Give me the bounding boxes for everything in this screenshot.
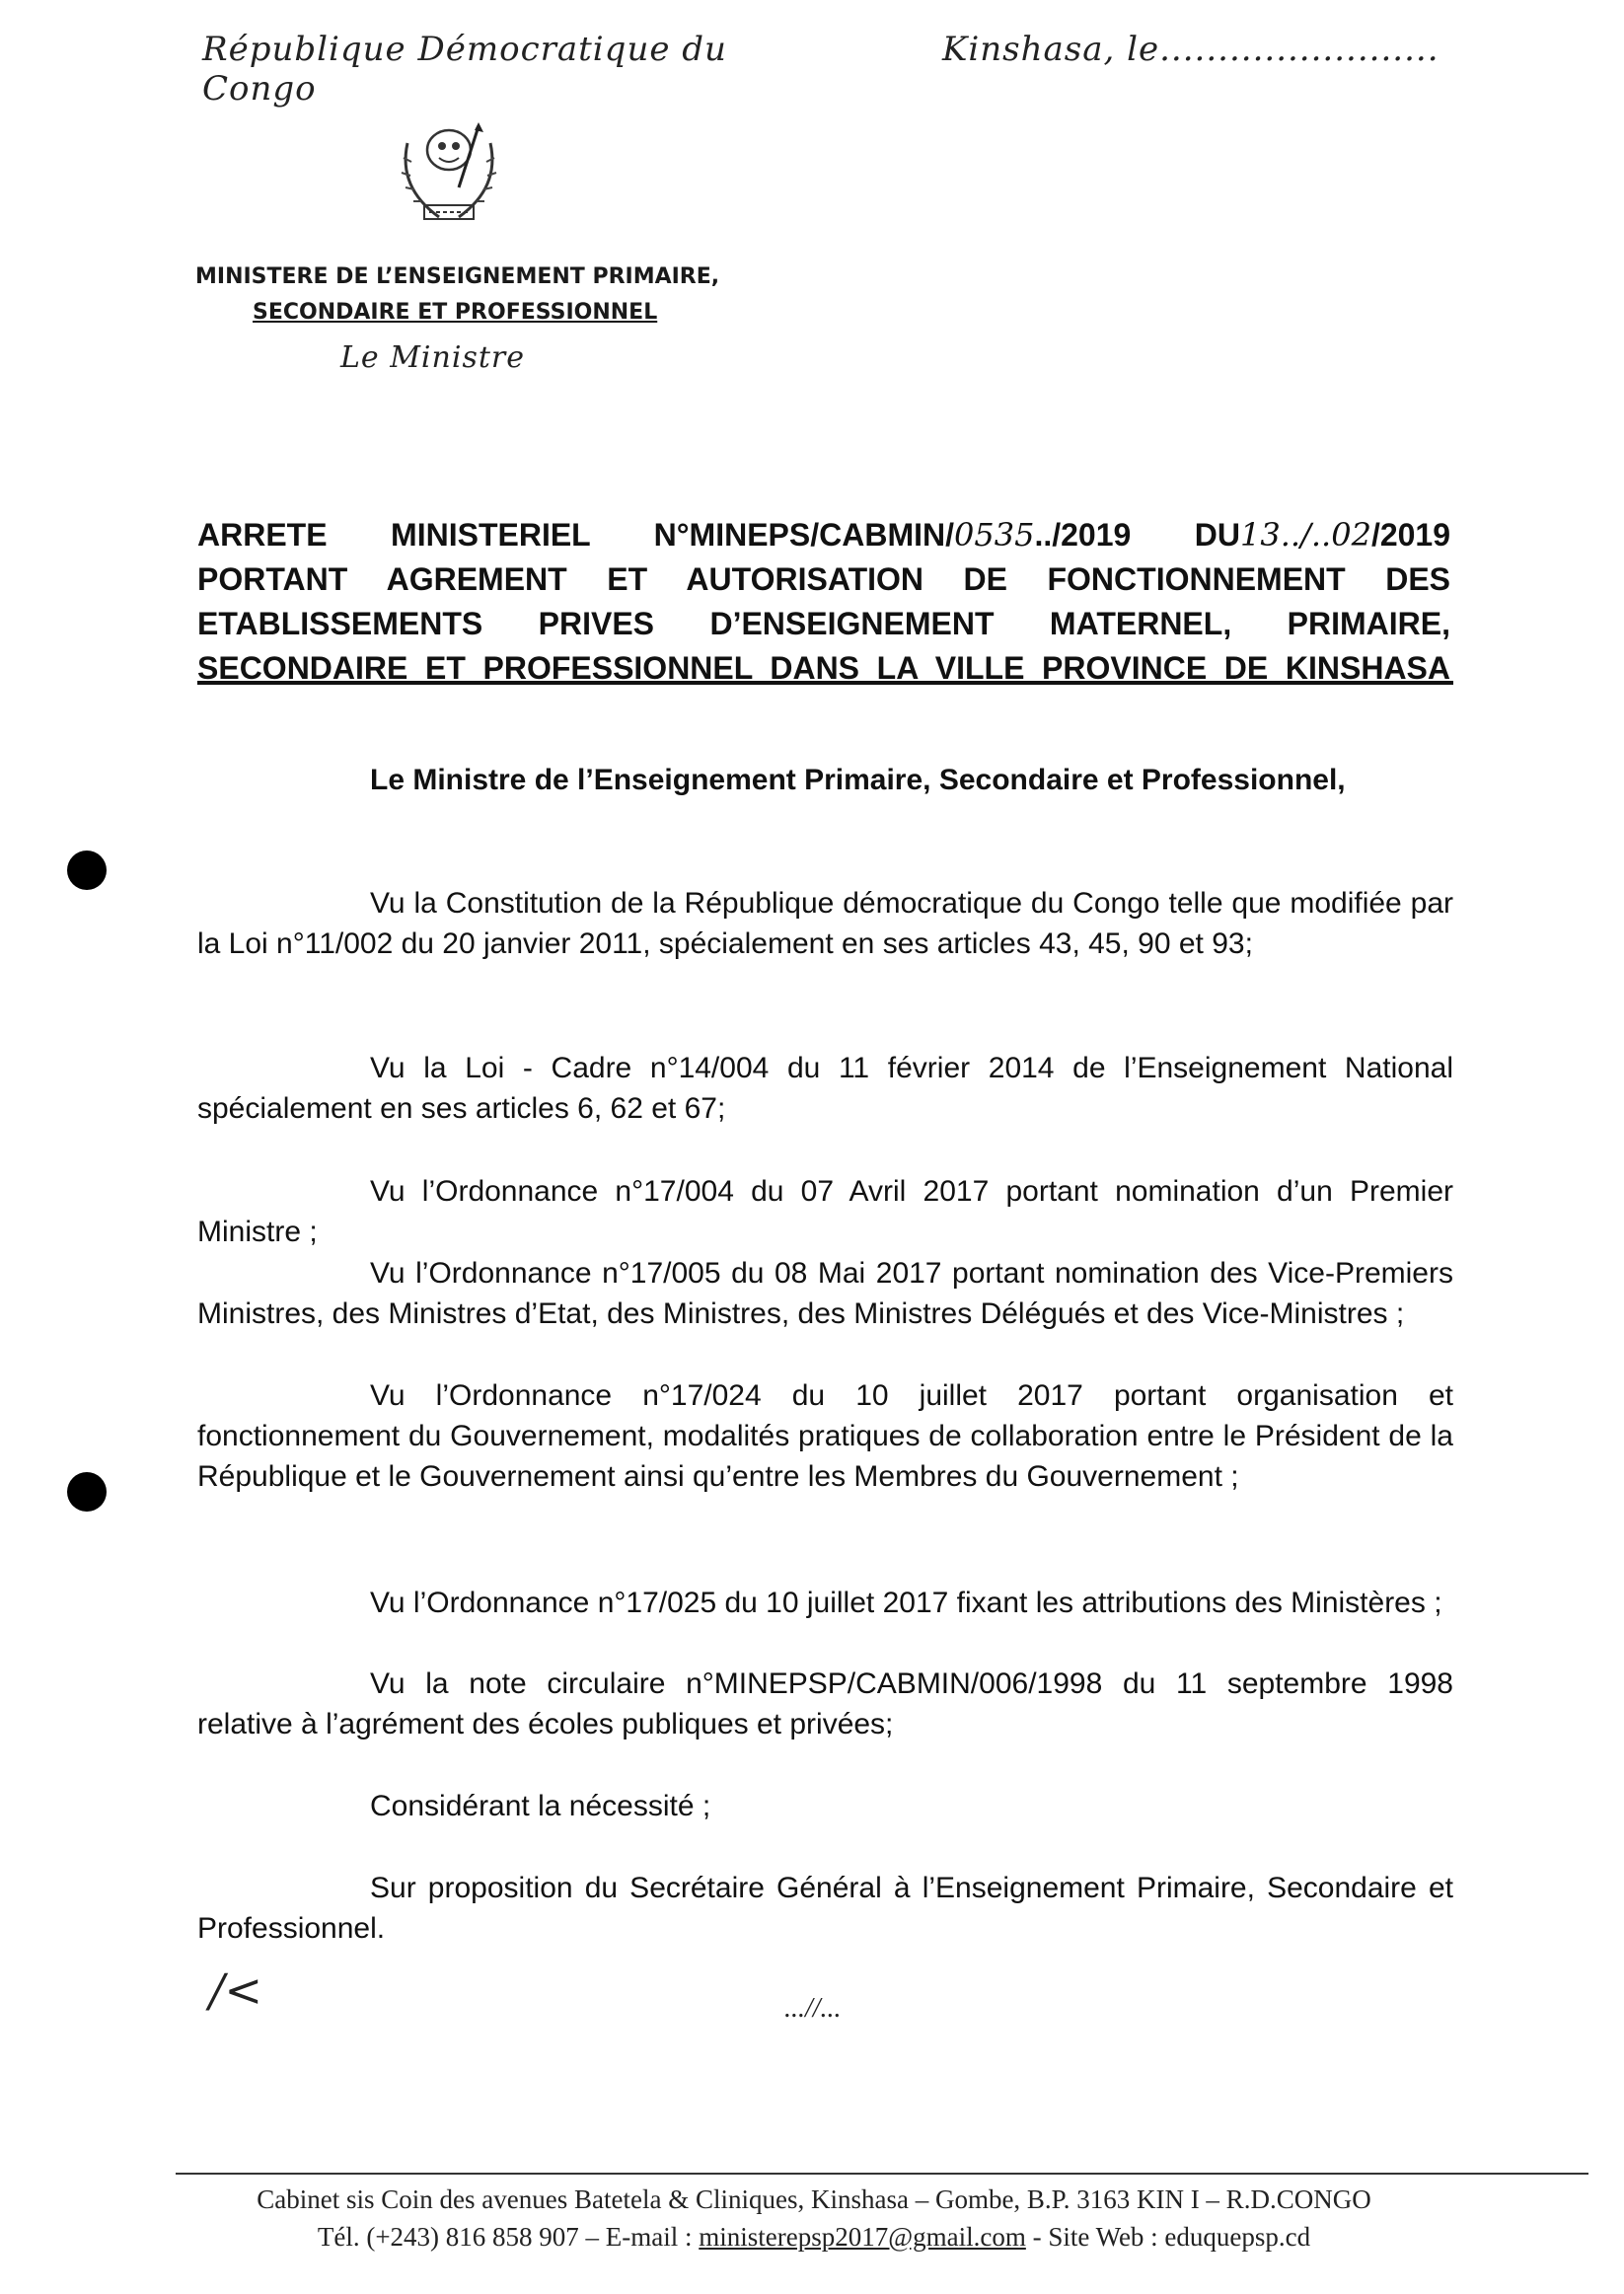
paragraph-considerant: Considérant la nécessité ; [370, 1790, 711, 1822]
paragraph-ordonnance-17-004: Vu l’Ordonnance n°17/004 du 07 Avril 2017 portant nomination d’un Premier Ministre ; [197, 1175, 1453, 1248]
footer-divider [176, 2173, 1588, 2175]
punch-hole-top [67, 851, 107, 890]
paragraph-ordonnance-17-024: Vu l’Ordonnance n°17/024 du 10 juillet 2017 portant organisation et fonctionnement du Gouvernement, modalités pratiques de collaboration entre le Président de la République et le Gouvernement ainsi qu’entre les Membres du Gouvernement ; [197, 1379, 1453, 1493]
handwritten-initial: /< [209, 1963, 263, 2017]
decree-number-handwritten: 0535 [954, 516, 1035, 554]
paragraph-ordonnance-17-005: Vu l’Ordonnance n°17/005 du 08 Mai 2017 portant nomination des Vice-Premiers Ministres, des Ministres d’Etat, des Ministres, des Ministres Délégués et des Vice-Ministres ; [197, 1257, 1453, 1330]
footer-address-line: Cabinet sis Coin des avenues Batetela & Cliniques, Kinshasa – Gombe, B.P. 3163 KIN I – R.D.CONGO [257, 2184, 1371, 2214]
footer-contact-line [148, 2218, 1480, 2256]
footer-email-link[interactable]: ministerepsp2017@gmail.com [699, 2222, 1026, 2252]
paragraph-note-circulaire: Vu la note circulaire n°MINEPSP/CABMIN/006/1998 du 11 septembre 1998 relative à l’agrément des écoles publiques et privées; [197, 1667, 1453, 1740]
continuation-mark: ...//... [784, 1993, 842, 2024]
decree-title-line3: ETABLISSEMENTS PRIVES D’ENSEIGNEMENT MATERNEL, PRIMAIRE, [197, 606, 1450, 641]
ministry-name-line1: MINISTERE DE L’ENSEIGNEMENT PRIMAIRE, [195, 264, 720, 289]
minister-signature-block: Le Ministre [340, 340, 525, 375]
coat-of-arms-emblem [380, 118, 518, 232]
addressee-paragraph: Le Ministre de l’Enseignement Primaire, Secondaire et Professionnel, [370, 764, 1346, 796]
paragraph-constitution: Vu la Constitution de la République démocratique du Congo telle que modifiée par la Loi n°11/002 du 20 janvier 2011, spécialement en ses articles 43, 45, 90 et 93; [197, 887, 1453, 960]
footer-address [148, 2181, 1480, 2256]
city-date-line: Kinshasa, le........................ [942, 30, 1439, 69]
decree-title-line4: SECONDAIRE ET PROFESSIONNEL DANS LA VILLE PROVINCE DE KINSHASA [197, 650, 1450, 686]
decree-title [197, 513, 1450, 691]
punch-hole-bottom [67, 1472, 107, 1512]
footer-telephone: Tél. (+243) 816 858 907 – E-mail : [317, 2222, 700, 2252]
paragraph-proposition: Sur proposition du Secrétaire Général à l’Enseignement Primaire, Secondaire et Professionnel. [197, 1872, 1453, 1945]
decree-title-line1: ARRETE MINISTERIEL N°MINEPS/CABMIN/0535../2019 DU13../..02/2019 [197, 516, 1451, 554]
paragraph-ordonnance-17-025: Vu l’Ordonnance n°17/025 du 10 juillet 2017 fixant les attributions des Ministères ; [370, 1587, 1442, 1619]
republic-heading: République Démocratique du Congo [202, 30, 727, 109]
decree-date-handwritten: 13../..02 [1240, 516, 1371, 554]
ministry-name-line2: SECONDAIRE ET PROFESSIONNEL [253, 300, 658, 325]
title-underline-rule [197, 681, 1453, 685]
paragraph-loi-cadre: Vu la Loi - Cadre n°14/004 du 11 février 2014 de l’Enseignement National spécialement en ses articles 6, 62 et 67; [197, 1052, 1453, 1125]
decree-title-line2: PORTANT AGREMENT ET AUTORISATION DE FONCTIONNEMENT DES [197, 561, 1450, 597]
footer-website: - Site Web : eduquepsp.cd [1025, 2222, 1311, 2252]
